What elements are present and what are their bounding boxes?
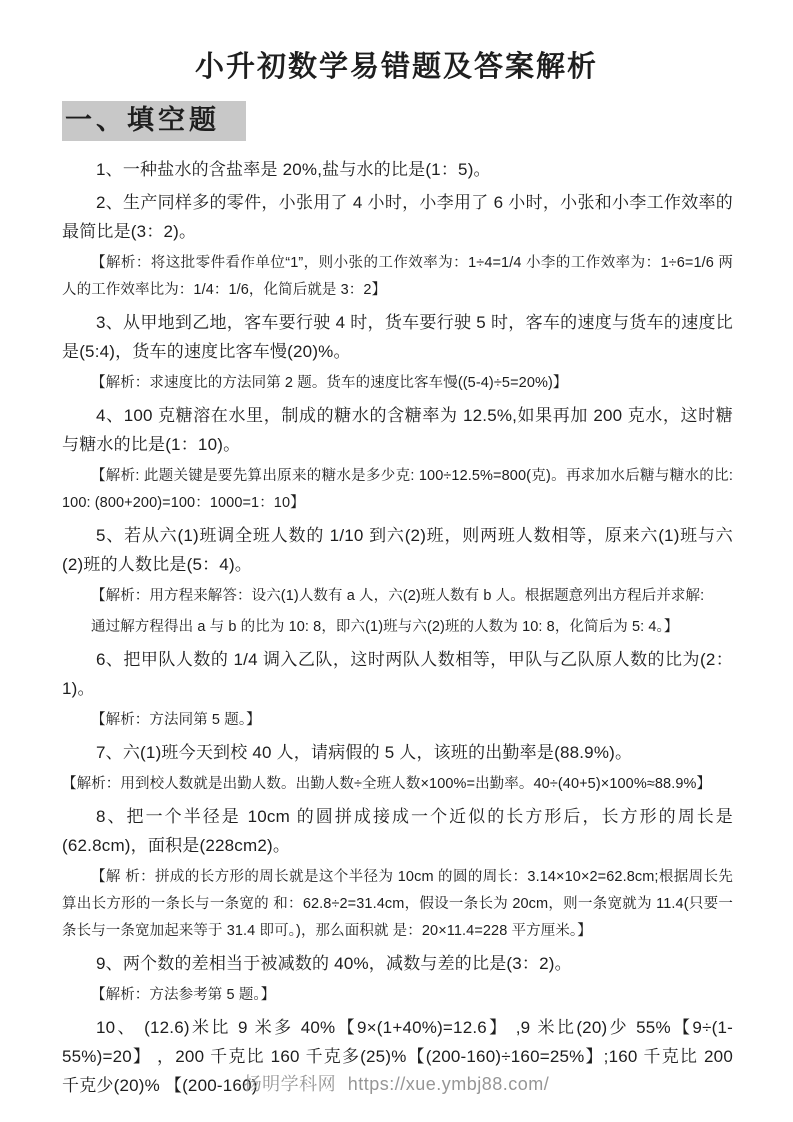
- question-paragraph: 4、100 克糖溶在水里，制成的糖水的含糖率为 12.5%,如果再加 200 克水，这时糖与糖水的比是(1：10)。: [62, 405, 733, 454]
- question-paragraph: 5、若从六(1)班调全班人数的 1/10 到六(2)班，则两班人数相等，原来六(1)班与六(2)班的人数比是(5：4)。: [62, 525, 733, 574]
- question-paragraph: 3、从甲地到乙地，客车要行驶 4 时，货车要行驶 5 时，客车的速度与货车的速度比是(5:4)，货车的速度比客车慢(20)%。: [62, 312, 733, 361]
- analysis-paragraph: 【解析：方法同第 5 题。】: [91, 711, 261, 728]
- question-paragraph: 8、把一个半径是 10cm 的圆拼成接成一个近似的长方形后，长方形的周长是(62.8cm)，面积是(228cm2)。: [62, 806, 733, 855]
- analysis-paragraph: 【解析：求速度比的方法同第 2 题。货车的速度比客车慢((5-4)÷5=20%)】: [91, 374, 568, 391]
- question-paragraph: 2、生产同样多的零件，小张用了 4 小时，小李用了 6 小时，小张和小李工作效率的最简比是(3：2)。: [62, 192, 733, 241]
- analysis-paragraph: 【解析：用方程来解答：设六(1)人数有 a 人，六(2)班人数有 b 人。根据题意列出方程后并求解:: [91, 587, 705, 604]
- question-paragraph: 9、两个数的差相当于被减数的 40%，减数与差的比是(3：2)。: [96, 953, 572, 973]
- footer-site-name: 扬明学科网: [243, 1074, 337, 1094]
- footer-url: https://xue.ymbj88.com/: [347, 1074, 550, 1094]
- question-paragraph: 1、一种盐水的含盐率是 20%,盐与水的比是(1：5)。: [96, 159, 491, 179]
- section-heading: 一、填空题: [62, 101, 246, 141]
- section-heading-row: [62, 101, 731, 141]
- question-paragraph: 7、六(1)班今天到校 40 人，请病假的 5 人，该班的出勤率是(88.9%)。: [96, 742, 633, 762]
- analysis-paragraph: 【解析：用到校人数就是出勤人数。出勤人数÷全班人数×100%=出勤率。40÷(40+5)×100%≈88.9%】: [62, 775, 712, 792]
- question-paragraph: 10、 (12.6)米比 9 米多 40%【9×(1+40%)=12.6】 ,9 米比(20)少 55%【9÷(1-55%)=20】 ，200 千克比 160 千克多(25)%【(200-160)÷160=25%】;160 千克比 200 千克少(20)% 【(200-160): [62, 1017, 733, 1095]
- analysis-paragraph: 【解析：方法参考第 5 题。】: [91, 986, 276, 1003]
- document-body: [0, 147, 793, 1100]
- analysis-paragraph: 【解析: 此题关键是要先算出原来的糖水是多少克: 100÷12.5%=800(克)。再求加水后糖与糖水的比: 100: (800+200)=100：1000=1：10】: [62, 467, 733, 511]
- analysis-paragraph: 【解 析：拼成的长方形的周长就是这个半径为 10cm 的圆的周长：3.14×10×2=62.8cm;根据周长先算出长方形的一条长与一条宽的 和：62.8÷2=31.4cm，假设一条长为 20cm，则一条宽就为 11.4(只要一条长与一条宽加起来等于 31.4 即可。)，那么面积就 是：20×11.4=228 平方厘米。】: [62, 868, 733, 939]
- question-paragraph: 6、把甲队人数的 1/4 调入乙队，这时两队人数相等，甲队与乙队原人数的比为(2：1)。: [62, 649, 733, 698]
- document-title: 小升初数学易错题及答案解析: [194, 51, 598, 83]
- analysis-paragraph: 通过解方程得出 a 与 b 的比为 10: 8，即六(1)班与六(2)班的人数为 10: 8，化简后为 5: 4。】: [91, 618, 679, 635]
- analysis-paragraph: 【解析：将这批零件看作单位“1”，则小张的工作效率为：1÷4=1/4 小李的工作效率为：1÷6=1/6 两人的工作效率比为：1/4：1/6，化简后就是 3：2】: [62, 254, 733, 298]
- page-footer: [0, 1070, 793, 1096]
